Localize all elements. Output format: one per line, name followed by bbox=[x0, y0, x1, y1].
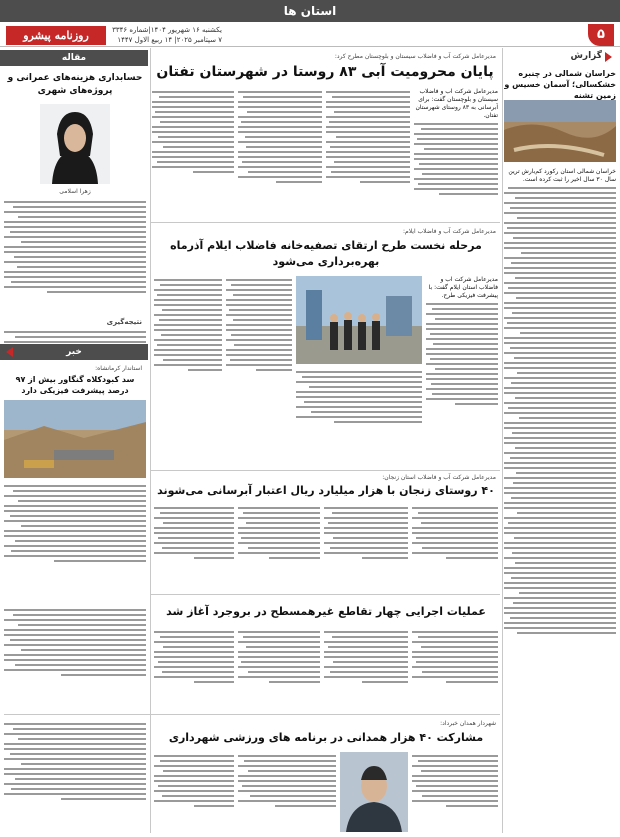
story2-under-photo bbox=[296, 368, 422, 466]
feature-body bbox=[504, 168, 616, 828]
story2-col4 bbox=[154, 276, 222, 466]
news1-body bbox=[4, 482, 146, 602]
feature-title: خراسان شمالی در چنبره خشکسالی؛ آسمان خسیس و زمین تشنه bbox=[504, 69, 616, 100]
story5-col3 bbox=[238, 752, 336, 832]
news1-photo-dam bbox=[4, 400, 146, 478]
news-marker-icon bbox=[6, 347, 13, 357]
story3-kicker: مدیرعامل شرکت آب و فاضلاب استان زنجان: bbox=[382, 474, 496, 481]
story5-col1 bbox=[412, 752, 498, 832]
page-header bbox=[0, 24, 620, 47]
article-conclusion-heading: نتیجه‌گیری bbox=[106, 318, 142, 326]
story5-col4 bbox=[154, 752, 234, 832]
section-marker-icon bbox=[605, 52, 612, 62]
story4-col3 bbox=[238, 628, 320, 708]
section-report: گزارش bbox=[570, 51, 602, 61]
news-section-bar bbox=[0, 344, 148, 360]
date-line-2: ۷ سپتامبر ۲۰۲۵| ۱۴ ربیع الاول ۱۴۴۷ bbox=[117, 36, 222, 44]
article-body bbox=[4, 198, 146, 318]
column-divider bbox=[502, 48, 503, 833]
feature-photo-drought bbox=[504, 100, 616, 162]
column-divider-left bbox=[150, 48, 151, 833]
story1-col2 bbox=[326, 88, 410, 218]
story-divider bbox=[150, 222, 500, 223]
feature-body-text: خراسان شمالی استان رکورد کم‌بارش ترین سال ۳۰ سال اخیر را ثبت کرده است. bbox=[508, 168, 616, 183]
story-divider-3 bbox=[150, 594, 500, 595]
topbar-title: استان ها bbox=[283, 4, 337, 18]
story3-col3 bbox=[238, 504, 320, 588]
section-article: مقاله bbox=[61, 53, 87, 63]
story3-col2 bbox=[324, 504, 408, 588]
section-news: خبر bbox=[66, 347, 82, 357]
story3-col1 bbox=[412, 504, 498, 588]
issue-dates bbox=[112, 25, 222, 45]
story-divider-2 bbox=[150, 470, 500, 471]
story1-title: پایان محرومیت آبی ۸۳ روستا در شهرستان تفتان bbox=[156, 64, 494, 80]
story3-col4 bbox=[154, 504, 234, 588]
story1-col1 bbox=[414, 88, 498, 218]
story1-lead: مدیرعامل شرکت آب و فاضلاب سیستان و بلوچستان گفت: برای آبرسانی به ۸۳ روستای شهرستان تفتان. bbox=[415, 88, 498, 119]
page-number: ۵ bbox=[588, 24, 614, 46]
article-section-bar bbox=[0, 50, 148, 66]
story-divider-4 bbox=[4, 714, 500, 715]
page-topbar bbox=[0, 0, 620, 22]
news1-title: سد کبودکلاه گنگاور بیش از ۹۷ درصد پیشرفت فیزیکی دارد bbox=[15, 375, 135, 395]
story2-photo-officials bbox=[296, 276, 422, 364]
story1-col3 bbox=[238, 88, 322, 218]
story2-kicker: مدیرعامل شرکت آب و فاضلاب ایلام: bbox=[402, 228, 496, 235]
story4-left-col bbox=[4, 606, 146, 710]
story5-photo-mayor bbox=[340, 752, 408, 832]
story4-col4 bbox=[154, 628, 234, 708]
story2-col3 bbox=[226, 276, 292, 466]
story1-kicker: مدیرعامل شرکت آب و فاضلاب سیستان و بلوچستان مطرح کرد: bbox=[334, 53, 496, 60]
story4-col2 bbox=[324, 628, 408, 708]
story3-title: ۴۰ روستای زنجان با هزار میلیارد ریال اعتبار آبرسانی می‌شوند bbox=[157, 484, 495, 497]
story1-col4 bbox=[152, 88, 234, 218]
article-title: حسابداری هزینه‌های عمرانی و پروژه‌های شهری bbox=[7, 73, 143, 96]
date-line-1: یکشنبه ۱۶ شهریور ۱۴۰۴|شماره ۳۳۴۶ bbox=[112, 26, 222, 34]
story5-title: مشارکت ۴۰ هزار همدانی در برنامه های ورزشی شهرداری bbox=[168, 731, 484, 744]
story2-title: مرحله نخست طرح ارتقای تصفیه‌خانه فاضلاب ایلام آذرماه بهره‌برداری می‌شود bbox=[170, 239, 482, 268]
author-photo bbox=[40, 104, 110, 184]
article-author: زهرا اسلامی bbox=[59, 188, 91, 195]
story2-col1 bbox=[426, 276, 498, 466]
story4-col1 bbox=[412, 628, 498, 708]
story5-kicker: شهردار همدان خبرداد: bbox=[440, 720, 496, 727]
story5-left-col bbox=[4, 720, 146, 832]
story2-lead: مدیرعامل شرکت آب و فاضلاب استان ایلام گفت: با پیشرفت فیزیکی طرح. bbox=[428, 276, 498, 299]
news1-kicker: استاندار کرمانشاه: bbox=[95, 365, 142, 372]
story4-title: عملیات اجرایی چهار تقاطع غیرهمسطح در بروجرد آغاز شد bbox=[166, 605, 486, 618]
newspaper-logo: روزنامه پیشرو bbox=[6, 26, 106, 45]
